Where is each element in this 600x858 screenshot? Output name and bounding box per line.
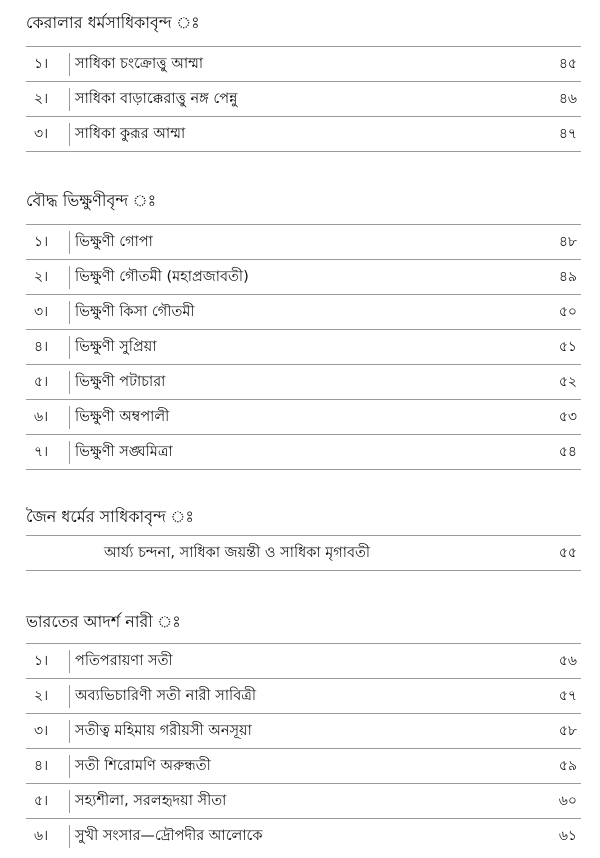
entry-title: ভিক্ষুণী কিসা গৌতমী [75,304,195,320]
divider [69,336,70,359]
toc-entry[interactable] [26,644,581,679]
entry-title: ভিক্ষুণী সুপ্রিয়া [75,339,157,355]
entry-page-number: ৫৩ [558,409,577,425]
entry-number: ১। [34,653,49,669]
toc-entry[interactable] [26,435,581,470]
toc-entry[interactable] [26,260,581,295]
entry-title: ভিক্ষুণী অম্বপালী [75,409,170,425]
entry-number: ৬। [34,409,49,425]
toc-entry[interactable] [26,47,581,82]
entry-title: ভিক্ষুণী পটাচারা [75,374,166,390]
toc-entry[interactable] [26,784,581,819]
entry-page-number: ৫৯ [558,758,577,774]
entry-title: সুখী সংসার—দ্রৌপদীর আলোকে [75,828,263,844]
entry-page-number: ৫৫ [558,545,577,561]
section-heading: বৌদ্ধ ভিক্ষুণীবৃন্দ ঃ [26,191,157,210]
entry-page-number: ৫৪ [558,444,577,460]
divider [69,685,70,708]
entry-page-number: ৫৮ [558,723,577,739]
entry-page-number: ৪৫ [558,56,577,72]
divider [69,371,70,394]
entry-title: সাধিকা কুরূর আম্মা [75,126,186,142]
entry-title: ভিক্ষুণী গোপা [75,234,153,250]
toc-entry[interactable] [26,365,581,400]
toc-entry[interactable] [26,225,581,260]
toc-entry[interactable] [26,82,581,117]
section-heading: কেরালার ধর্মসাধিকাবৃন্দ ঃ [26,13,200,32]
entry-number: ১। [34,56,49,72]
entry-page-number: ৫৭ [558,688,577,704]
divider [69,790,70,813]
entry-page-number: ৪৮ [558,234,577,250]
entry-number: ৩। [34,126,49,142]
divider [69,123,70,146]
entry-page-number: ৫৬ [558,653,577,669]
divider [69,231,70,254]
toc-entry[interactable] [26,679,581,714]
entry-number: ৫। [34,374,49,390]
entry-number: ২। [34,688,49,704]
divider [69,53,70,76]
entry-number: ৩। [34,723,49,739]
toc-entry[interactable] [26,749,581,784]
toc-entry[interactable] [26,330,581,365]
entry-number: ৪। [34,339,49,355]
section-heading: জৈন ধর্মের সাধিকাবৃন্দ ঃ [26,507,194,526]
toc-entry[interactable] [26,536,581,571]
entry-number: ২। [34,91,49,107]
divider [69,406,70,429]
entry-number: ২। [34,269,49,285]
divider [69,755,70,778]
toc-entry[interactable] [26,117,581,152]
entry-title: অব্যভিচারিণী সতী নারী সাবিত্রী [75,688,257,704]
entry-title: সতীত্ব মহিমায় গরীয়সী অনসূয়া [75,723,252,739]
entry-page-number: ৬১ [558,828,577,844]
entry-number: ৭। [34,444,49,460]
entry-title: আর্য্য চন্দনা, সাধিকা জয়ন্তী ও সাধিকা মৃগাবতী [104,545,371,561]
toc-entry[interactable] [26,819,581,854]
divider [69,266,70,289]
entry-page-number: ৪৯ [558,269,577,285]
toc-entry[interactable] [26,714,581,749]
entry-number: ৫। [34,793,49,809]
toc-entry[interactable] [26,295,581,330]
entry-title: সাধিকা বাড়াক্কেরাত্তু নঙ্গ পেন্নু [75,91,238,107]
entry-title: ভিক্ষুণী সঙ্ঘমিত্রা [75,444,173,460]
entry-page-number: ৪৬ [558,91,577,107]
divider [69,301,70,324]
entry-number: ১। [34,234,49,250]
entry-page-number: ৫১ [558,339,577,355]
toc-entry[interactable] [26,400,581,435]
entry-number: ৬। [34,828,49,844]
divider [69,441,70,464]
entry-title: সাধিকা চংক্রোত্তু আম্মা [75,56,204,72]
entry-title: ভিক্ষুণী গৌতমী (মহাপ্রজাবতী) [75,269,249,285]
divider [69,88,70,111]
entry-page-number: ৪৭ [558,126,577,142]
entry-page-number: ৫২ [558,374,577,390]
divider [69,650,70,673]
entry-number: ৩। [34,304,49,320]
entry-page-number: ৬০ [558,793,577,809]
entry-number: ৪। [34,758,49,774]
entry-title: সহ্যশীলা, সরলহৃদয়া সীতা [75,793,227,809]
divider [69,720,70,743]
section-heading: ভারতের আদর্শ নারী ঃ [26,612,181,631]
entry-page-number: ৫০ [558,304,577,320]
divider [69,825,70,848]
entry-title: সতী শিরোমণি অরুন্ধতী [75,758,211,774]
entry-title: পতিপরায়ণা সতী [75,653,173,669]
